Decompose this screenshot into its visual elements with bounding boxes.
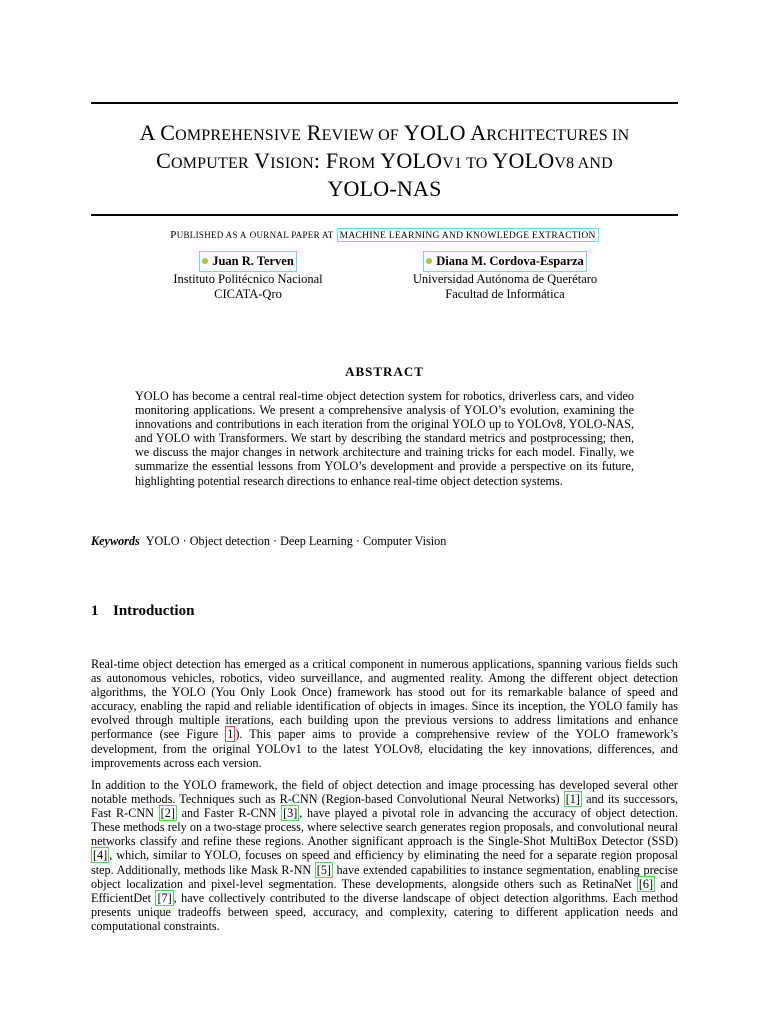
title-rule-bottom bbox=[91, 214, 678, 216]
section-number: 1 bbox=[91, 603, 99, 619]
author-block-2 bbox=[400, 251, 610, 302]
author-block-1 bbox=[158, 251, 338, 302]
published-note: PUBLISHED AS A OURNAL PAPER AT MACHINE LEARNING AND KNOWLEDGE EXTRACTION bbox=[91, 229, 678, 241]
title-rule-top bbox=[91, 102, 678, 104]
author-name-link-1[interactable]: Juan R. Terven bbox=[199, 251, 297, 272]
citation-link[interactable]: [6] bbox=[638, 876, 654, 891]
orcid-icon[interactable] bbox=[426, 258, 432, 264]
citation-link[interactable]: [3] bbox=[283, 806, 298, 821]
keywords-line bbox=[91, 534, 678, 549]
citation-link[interactable]: [7] bbox=[157, 890, 172, 905]
intro-paragraph-2: In addition to the YOLO framework, the field of object detection and image processing has developed several other notable methods. Techniques such as R-CNN (Region-based Convolutional Neural Networks) [1] and its successors, Fast R-CNN [2] and Faster R-CNN [3] , have played a pivotal role in advancing the accuracy of object detection. These methods rely on a two-stage process, where selective search generates region proposals, and convolutional neural networks classify and refine these regions. Another significant approach is the Single-Shot MultiBox Detector (SSD)[4] , which, similar to YOLO, focuses on speed and efficiency by eliminating the need for a separate region proposal step. Additionally, methods like Mask R-NN [5] have extended capabilities to instance segmentation, enabling precise object localization and pixel-level segmentation. These developments, alongside others such as RetinaNet [6] and EfficientDet [7] , have collectively contributed to the diverse landscape of object detection algorithms. Each method presents unique tradeoffs between speed, accuracy, and complexity, catering to different application needs and computational constraints. bbox=[91, 778, 678, 933]
title-line-2: COMPUTER VISION: FROM YOLOV1 TO YOLOV8 AND bbox=[156, 148, 613, 173]
abstract-text: YOLO has become a central real-time object detection system for robotics, driverless cars, and video monitoring applications. We present a comprehensive analysis of YOLO’s evolution, examining the innovations and contributions in each iteration from the original YOLO up to YOLOv8, YOLO-NAS, and YOLO with Transformers. We start by describing the standard metrics and postprocessing; then, we discuss the major changes in network architecture and training tricks for each model. Finally, we summarize the essential lessons from YOLO’s development and provide a perspective on its future, highlighting potential research directions to enhance real-time object detection systems. bbox=[135, 389, 634, 488]
paper-title bbox=[91, 120, 678, 201]
citation-link[interactable]: [4] bbox=[93, 848, 108, 863]
author-department-2: Facultad de Informática bbox=[445, 287, 565, 301]
keywords-text: YOLO · Object detection · Deep Learning · Computer Vision bbox=[145, 534, 447, 548]
intro-paragraph-1: Real-time object detection has emerged as a critical component in numerous applications, spanning various fields such as autonomous vehicles, robotics, video surveillance, and augmented reality. Among the different object detection algorithms, the YOLO (You Only Look Once) framework has stood out for its remarkable balance of speed and accuracy, enabling the rapid and reliable identification of objects in images. Since its inception, the YOLO family has evolved through multiple iterations, each building upon the previous versions to address limitations and enhance performance (see Figure 1 ). This paper aims to provide a comprehensive review of the YOLO framework’s development, from the original YOLOv1 to the latest YOLOv8, elucidating the key innovations, differences, and improvements across each version. bbox=[91, 657, 678, 770]
citation-link[interactable]: [1] bbox=[565, 792, 580, 807]
keywords-label: Keywords bbox=[91, 534, 140, 548]
author-affiliation-2: Universidad Autónoma de Querétaro bbox=[412, 272, 598, 286]
orcid-icon[interactable] bbox=[202, 258, 208, 264]
abstract-heading: ABSTRACT bbox=[345, 364, 424, 379]
citation-link[interactable]: [5] bbox=[316, 862, 331, 877]
citation-link[interactable]: [2] bbox=[160, 806, 175, 821]
section-heading-introduction bbox=[91, 603, 194, 620]
author-department-1: CICATA-Qro bbox=[214, 287, 282, 301]
section-title: Introduction bbox=[113, 603, 195, 619]
figure-ref-link[interactable]: 1 bbox=[227, 727, 234, 742]
title-line-1: A COMPREHENSIVE REVIEW OF YOLO ARCHITECTURES IN bbox=[139, 120, 630, 145]
title-line-3: YOLO-NAS bbox=[327, 176, 442, 201]
journal-link[interactable]: MACHINE LEARNING AND KNOWLEDGE EXTRACTION bbox=[337, 228, 599, 242]
author-name-link-2[interactable]: Diana M. Cordova-Esparza bbox=[423, 251, 587, 272]
author-affiliation-1: Instituto Politécnico Nacional bbox=[173, 272, 323, 286]
